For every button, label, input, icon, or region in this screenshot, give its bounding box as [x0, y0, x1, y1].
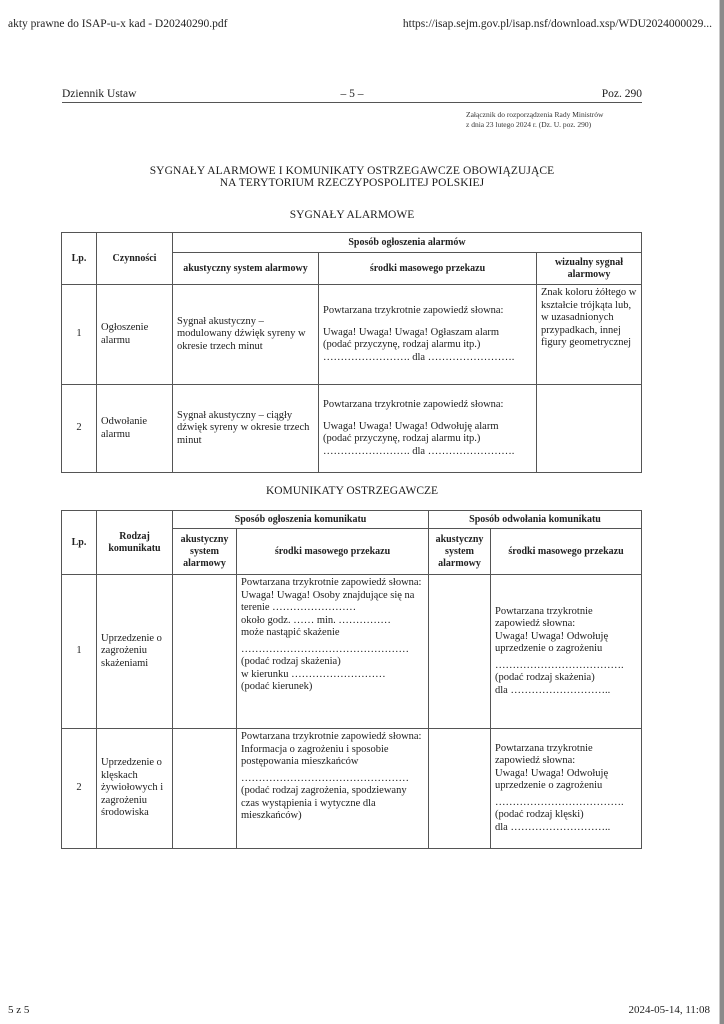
print-header-url: https://isap.sejm.gov.pl/isap.nsf/download.xsp/WDU2024000029...	[402, 18, 712, 30]
media-line: Powtarzana trzykrotnie zapowiedź słowna:	[323, 399, 504, 410]
header-type: Rodzaj komunikatu	[97, 511, 173, 575]
media-line: (podać rodzaj skażenia)	[241, 656, 341, 667]
media-line: ……………………. dla …………………….	[323, 445, 515, 457]
row-cancel-media	[491, 729, 642, 849]
row-lp: 2	[62, 729, 97, 849]
header-cancel-group: Sposób odwołania komunikatu	[429, 511, 642, 529]
row-announce-media	[237, 575, 429, 729]
warning-section-title: KOMUNIKATY OSTRZEGAWCZE	[265, 485, 439, 497]
media-line: …………………………………………	[241, 643, 409, 655]
row-visual	[537, 385, 642, 473]
media-line: Uwaga! Uwaga! Uwaga! Odwołuję alarm	[323, 420, 499, 432]
row-visual: Znak koloru żółtego w kształcie trójkąta lub, w uzasadnionych przypadkach, innej figury geometrycznej	[537, 285, 642, 385]
media-line: (podać przyczynę, rodzaj alarmu itp.)	[323, 339, 481, 350]
row-lp: 2	[62, 385, 97, 473]
header-announce-group: Sposób ogłoszenia komunikatu	[173, 511, 429, 529]
row-announce-acoustic	[173, 575, 237, 729]
media-line: ……………………. dla …………………….	[323, 351, 515, 363]
annex-note-line2: z dnia 23 lutego 2024 r. (Dz. U. poz. 290)	[466, 120, 592, 129]
alarm-section-title: SYGNAŁY ALARMOWE	[289, 209, 415, 221]
annex-note	[466, 110, 603, 130]
alarm-signals-table	[61, 232, 642, 473]
row-media	[319, 285, 537, 385]
row-announce-acoustic	[173, 729, 237, 849]
table-row	[62, 729, 642, 849]
media-line: Powtarzana trzykrotnie zapowiedź słowna:	[495, 742, 593, 767]
page-number: – 5 –	[340, 88, 364, 100]
page-edge-scrollbar	[719, 0, 724, 1024]
print-page-count: 5 z 5	[8, 1004, 30, 1016]
row-type: Uprzedzenie o klęskach żywiołowych i zagrożeniu środowiska	[97, 729, 173, 849]
header-acoustic: akustyczny system alarmowy	[173, 253, 319, 285]
media-line: Powtarzana trzykrotnie zapowiedź słowna:	[323, 305, 504, 316]
row-cancel-acoustic	[429, 575, 491, 729]
media-line: Powtarzana trzykrotnie zapowiedź słowna:	[241, 731, 422, 742]
annex-note-line1: Załącznik do rozporządzenia Rady Ministrów	[466, 110, 604, 119]
media-line: ……………………………….	[495, 659, 624, 671]
header-lp: Lp.	[62, 233, 97, 285]
row-lp: 1	[62, 285, 97, 385]
media-line: (podać kierunek)	[241, 681, 313, 692]
media-line: Uwaga! Uwaga! Uwaga! Ogłaszam alarm	[323, 326, 500, 338]
row-acoustic: Sygnał akustyczny – ciągły dźwięk syreny w okresie trzech minut	[173, 385, 319, 473]
media-line: (podać rodzaj zagrożenia, spodziewany czas wystąpienia i wytyczne dla mieszkańców)	[241, 785, 407, 821]
row-type: Uprzedzenie o zagrożeniu skażeniami	[97, 575, 173, 729]
document-title-line2: NA TERYTORIUM RZECZYPOSPOLITEJ POLSKIEJ	[219, 177, 485, 189]
print-header	[8, 18, 712, 30]
header-lp: Lp.	[62, 511, 97, 575]
row-cancel-acoustic	[429, 729, 491, 849]
header-cancel-media: środki masowego przekazu	[491, 529, 642, 575]
table-row	[62, 575, 642, 729]
header-announce-media: środki masowego przekazu	[237, 529, 429, 575]
row-action: Ogłoszenie alarmu	[97, 285, 173, 385]
print-timestamp: 2024-05-14, 11:08	[628, 1004, 710, 1016]
table-row	[62, 385, 642, 473]
media-line: (podać rodzaj klęski)	[495, 809, 584, 821]
media-line: w kierunku ………………………	[241, 668, 386, 680]
media-line: Uwaga! Uwaga! Osoby znajdujące się na terenie ……………………	[241, 589, 415, 613]
running-head	[62, 88, 642, 103]
header-cancel-acoustic: akustyczny system alarmowy	[429, 529, 491, 575]
media-line: Uwaga! Uwaga! Odwołuję uprzedzenie o zagrożeniu	[495, 767, 609, 792]
media-line: około godz. …… min. ……………	[241, 614, 391, 626]
row-acoustic: Sygnał akustyczny – modulowany dźwięk syreny w okresie trzech minut	[173, 285, 319, 385]
media-line: może nastąpić skażenie	[241, 627, 340, 638]
row-announce-media	[237, 729, 429, 849]
header-visual: wizualny sygnał alarmowy	[537, 253, 642, 285]
media-line: …………………………………………	[241, 772, 409, 784]
media-line: dla ………………………..	[495, 684, 611, 696]
print-footer	[8, 1004, 710, 1016]
warning-messages-table	[61, 510, 642, 849]
row-media	[319, 385, 537, 473]
row-action: Odwołanie alarmu	[97, 385, 173, 473]
print-header-filename: akty prawne do ISAP-u-x kad - D20240290.pdf	[8, 18, 228, 30]
header-action: Czynności	[97, 233, 173, 285]
media-line: Informacja o zagrożeniu i sposobie postępowania mieszkańców	[241, 743, 389, 767]
media-line: (podać rodzaj skażenia)	[495, 672, 595, 684]
journal-name: Dziennik Ustaw	[62, 88, 137, 100]
media-line: (podać przyczynę, rodzaj alarmu itp.)	[323, 433, 481, 444]
media-line: Uwaga! Uwaga! Odwołuję uprzedzenie o zagrożeniu	[495, 630, 609, 655]
document-title-line1: SYGNAŁY ALARMOWE I KOMUNIKATY OSTRZEGAWCZE OBOWIĄZUJĄCE	[149, 165, 555, 177]
media-line: dla ………………………..	[495, 821, 611, 833]
row-cancel-media	[491, 575, 642, 729]
table-row	[62, 285, 642, 385]
row-lp: 1	[62, 575, 97, 729]
media-line: ……………………………….	[495, 796, 624, 808]
position-number: Poz. 290	[601, 88, 642, 100]
header-media: środki masowego przekazu	[319, 253, 537, 285]
header-announcement-group: Sposób ogłoszenia alarmów	[173, 233, 642, 253]
media-line: Powtarzana trzykrotnie zapowiedź słowna:	[241, 577, 422, 588]
header-announce-acoustic: akustyczny system alarmowy	[173, 529, 237, 575]
document-title	[62, 165, 642, 189]
media-line: Powtarzana trzykrotnie zapowiedź słowna:	[495, 605, 593, 630]
